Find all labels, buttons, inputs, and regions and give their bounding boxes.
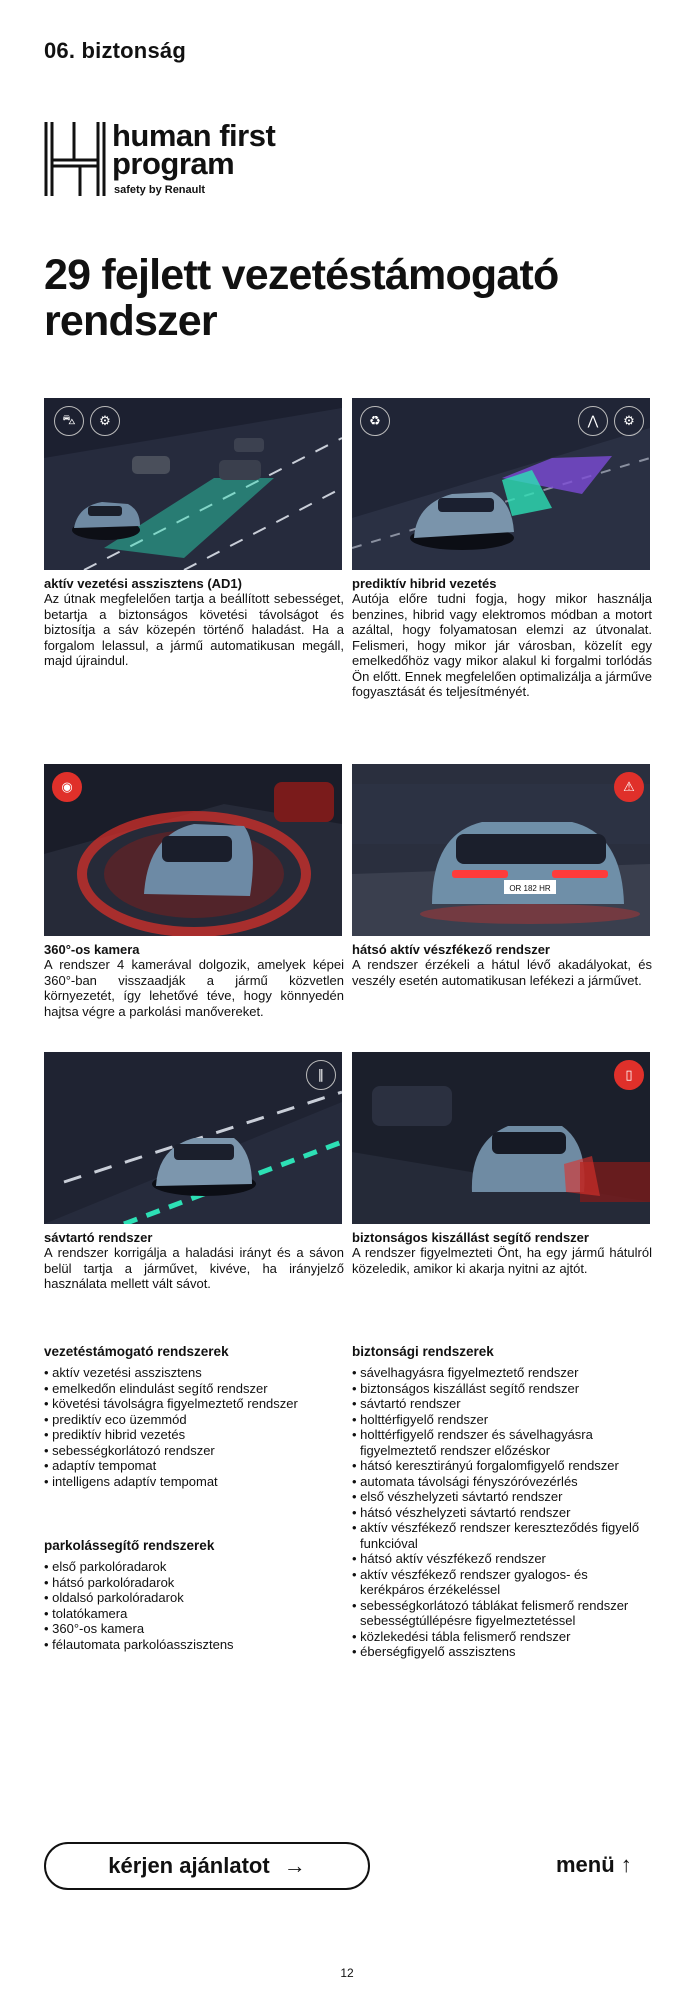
feature-title: hátsó aktív vészfékező rendszer [352,942,550,957]
list-item: • aktív vezetési asszisztens [44,1365,344,1381]
logo-subtitle: safety by Renault [114,184,206,196]
feature-image-lane [44,1052,342,1224]
list-item: • tolatókamera [44,1606,344,1622]
list-item: • aktív vészfékező rendszer kereszteződés figyelő funkcióval [352,1520,652,1551]
feature-title: aktív vezetési asszisztens (AD1) [44,576,242,591]
feature-image-360 [44,764,342,936]
logo-text-line2: program [112,146,235,181]
list-item: • sávtartó rendszer [352,1396,652,1412]
list-item: • adaptív tempomat [44,1458,344,1474]
list-safety-systems [352,1344,652,1660]
list-item: • aktív vészfékező rendszer gyalogos- és kerékpáros érzékeléssel [352,1567,652,1598]
feature-ad1 [44,398,344,669]
request-offer-label: kérjen ajánlatot [108,1853,270,1878]
list-item: • hátsó parkolóradarok [44,1575,344,1591]
list-item: • hátsó keresztirányú forgalomfigyelő rendszer [352,1458,652,1474]
logo-text-line1: human first [112,118,276,153]
list-item: • hátsó aktív vészfékező rendszer [352,1551,652,1567]
list-item: • holttérfigyelő rendszer és sávelhagyásra figyelmeztető rendszer előzéskor [352,1427,652,1458]
list-item: • sebességkorlátozó táblákat felismerő rendszer sebességtúllépésre figyelmeztetéssel [352,1598,652,1629]
list-item: • intelligens adaptív tempomat [44,1474,344,1490]
list-heading: biztonsági rendszerek [352,1344,494,1359]
feature-title: prediktív hibrid vezetés [352,576,497,591]
logo-mark-icon [44,120,106,198]
page-number: 12 [340,1966,354,1980]
list-item: • prediktív hibrid vezetés [44,1427,344,1443]
arrow-up-icon: ↑ [620,1852,632,1877]
request-offer-button[interactable] [44,1842,370,1890]
feature-text: Az útnak megfelelően tartja a beállított sebességet, betartja a biztonságos követési távolságot és biztosítja a sáv közepén történő haladást. Ha a forgalom lelassul, a jármű automatikusan megáll, majd újraindul. [44,591,344,668]
page-title: 29 fejlett vezetéstámogató rendszer [44,251,559,345]
steering-assist-icon: ⚙ [90,406,120,436]
list-item: • automata távolsági fényszóróvezérlés [352,1474,652,1490]
camera-360-icon: ◉ [52,772,82,802]
feature-lane-keeping [44,1052,344,1292]
list-item: • biztonságos kiszállást segítő rendszer [352,1381,652,1397]
feature-image-rear-brake [352,764,650,936]
feature-image-hybrid [352,398,650,570]
list-item: • közlekedési tábla felismerő rendszer [352,1629,652,1645]
menu-button[interactable] [556,1852,632,1878]
feature-rear-emergency-brake [352,764,652,988]
feature-title: sávtartó rendszer [44,1230,153,1245]
feature-image-safe-exit [352,1052,650,1224]
license-plate-text: OR 182 HR [509,884,551,893]
list-item: • első vészhelyzeti sávtartó rendszer [352,1489,652,1505]
list-heading: parkolássegítő rendszerek [44,1538,215,1553]
feature-title: 360°-os kamera [44,942,140,957]
list-item: • követési távolságra figyelmeztető rendszer [44,1396,344,1412]
list-item: • hátsó vészhelyzeti sávtartó rendszer [352,1505,652,1521]
feature-text: A rendszer 4 kamerával dolgozik, amelyek képei 360°-ban visszaadják a jármű közvetlen környezetét, így lehetővé téve, hogy könnyedén hajtsa végre a parkolási manővereket. [44,957,344,1019]
arrow-right-icon: → [283,1853,306,1878]
feature-predictive-hybrid [352,398,652,700]
feature-title: biztonságos kiszállást segítő rendszer [352,1230,589,1245]
brake-warning-icon: ⚠ [614,772,644,802]
human-first-logo [44,120,344,200]
car-lane-icon: ⛍ [54,406,84,436]
list-driving-assist [44,1344,344,1489]
list-item: • sebességkorlátozó rendszer [44,1443,344,1459]
road-icon: ⋀ [578,406,608,436]
engine-icon: ⚙ [614,406,644,436]
list-item: • félautomata parkolóasszisztens [44,1637,344,1653]
list-item: • sávelhagyásra figyelmeztető rendszer [352,1365,652,1381]
menu-label: menü [556,1852,615,1877]
feature-text: A rendszer figyelmezteti Önt, ha egy jármű hátulról közeledik, amikor ki akarja nyitni az ajtót. [352,1245,652,1276]
list-item: • első parkolóradarok [44,1559,344,1575]
feature-text: Autója előre tudni fogja, hogy mikor használja benzines, hibrid vagy elektromos módban a motort azáltal, hogy folyamatosan elemzi az útvonalat. Felismeri, hogy mikor jár városban, közelít egy emelkedőhöz vagy mikor alakul ki forgalmi torlódás Ön előtt. Ennek megfelelően optimalizálja a járműve fogyasztását és teljesítményét. [352,591,652,699]
list-item: • emelkedőn elindulást segítő rendszer [44,1381,344,1397]
feature-safe-exit [352,1052,652,1276]
list-item: • oldalsó parkolóradarok [44,1590,344,1606]
lane-keep-icon: ∥ [306,1060,336,1090]
feature-text: A rendszer korrigálja a haladási irányt és a sávon belül tartja a járművet, kivéve, ha irányjelző használata mellett vált sávot. [44,1245,344,1291]
feature-image-ad1 [44,398,342,570]
list-item: • éberségfigyelő asszisztens [352,1644,652,1660]
feature-text: A rendszer érzékeli a hátul lévő akadályokat, és veszély esetén automatikusan lefékezi a járművet. [352,957,652,988]
door-warning-icon: ▯ [614,1060,644,1090]
list-item: • prediktív eco üzemmód [44,1412,344,1428]
hybrid-mode-icon: ♻ [360,406,390,436]
list-heading: vezetéstámogató rendszerek [44,1344,229,1359]
list-parking-assist [44,1538,344,1652]
feature-360-camera [44,764,344,1019]
list-item: • 360°-os kamera [44,1621,344,1637]
list-item: • holttérfigyelő rendszer [352,1412,652,1428]
section-label: 06. biztonság [44,38,186,63]
